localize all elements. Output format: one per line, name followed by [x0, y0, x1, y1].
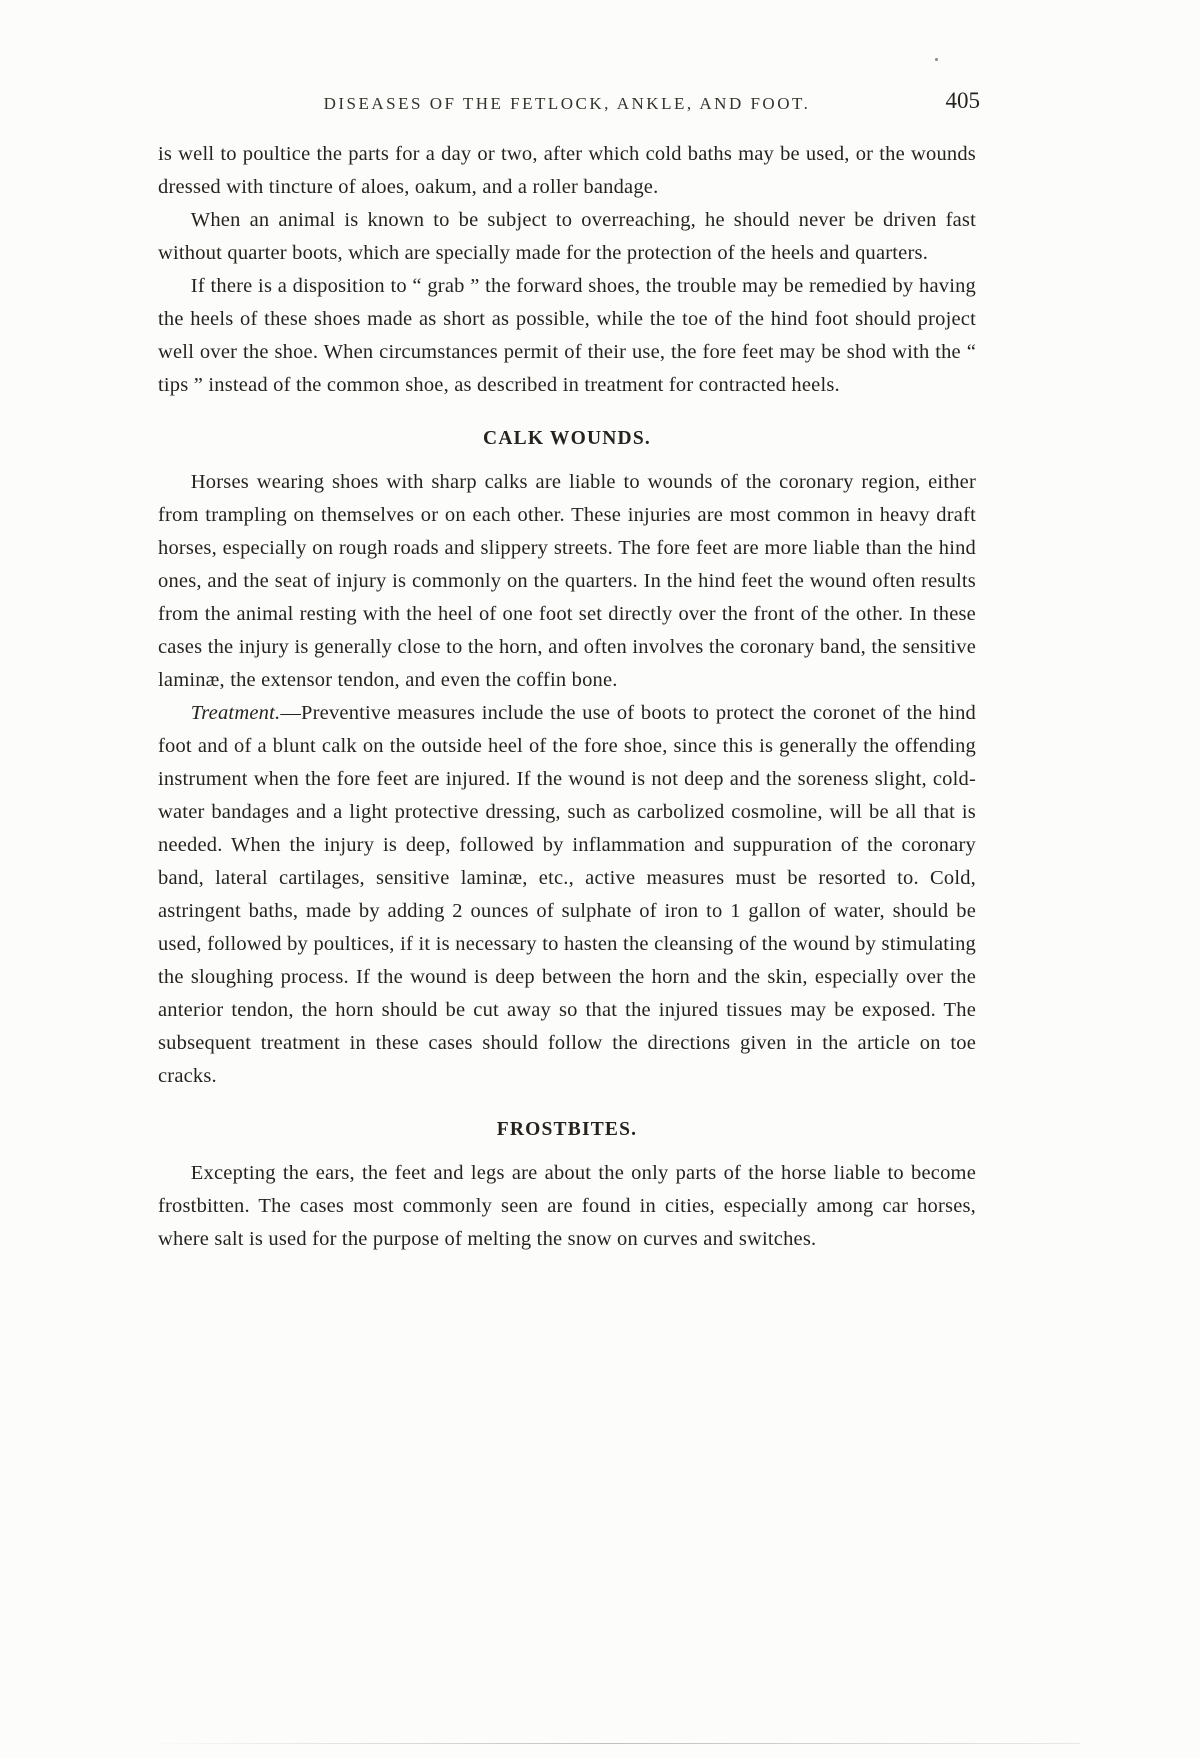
page-number: 405: [945, 88, 980, 113]
scan-dot-artifact: [935, 58, 938, 61]
page-body: [158, 138, 976, 1256]
running-title: DISEASES OF THE FETLOCK, ANKLE, AND FOOT.: [323, 94, 811, 113]
paragraph-continuation: is well to poultice the parts for a day or two, after which cold baths may be used, or the wounds dressed with tincture of aloes, oakum, and a roller bandage.: [158, 143, 976, 198]
paragraph: Excepting the ears, the feet and legs are about the only parts of the horse liable to become frostbitten. The cases most commonly seen are found in cities, especially among car horses, where salt is used for the purpose of melting the snow on curves and switches.: [158, 1162, 976, 1250]
page-header: [158, 88, 980, 122]
paragraph: Horses wearing shoes with sharp calks are liable to wounds of the coronary region, either from trampling on themselves or on each other. These injuries are most common in heavy draft horses, especially on rough roads and slippery streets. The fore feet are more liable than the hind ones, and the seat of injury is commonly on the quarters. In the hind feet the wound often results from the animal resting with the heel of one foot set directly over the front of the other. In these cases the injury is generally close to the horn, and often involves the coronary band, the sensitive laminæ, the extensor tendon, and even the coffin bone.: [158, 471, 976, 691]
paragraph: If there is a disposition to “ grab ” the forward shoes, the trouble may be remedied by having the heels of these shoes made as short as possible, while the toe of the hind foot should project well over the shoe. When circumstances permit of their use, the fore feet may be shod with the “ tips ” instead of the common shoe, as described in treatment for contracted heels.: [158, 275, 976, 396]
treatment-lead-italic: Treatment.: [190, 702, 281, 724]
paragraph: When an animal is known to be subject to overreaching, he should never be driven fast without quarter boots, which are specially made for the protection of the heels and quarters.: [158, 209, 976, 264]
scan-artifact-line: [140, 1743, 1080, 1744]
paragraph-treatment: [158, 697, 976, 1093]
treatment-body-text: —Preventive measures include the use of boots to protect the coronet of the hind foot and of a blunt calk on the outside heel of the fore shoe, since this is generally the offending instrument when the fore feet are injured. If the wound is not deep and the soreness slight, cold-water bandages and a light protective dressing, such as carbolized cosmoline, will be all that is needed. When the injury is deep, followed by inflammation and suppuration of the coronary band, lateral cartilages, sensitive laminæ, etc., active measures must be resorted to. Cold, astringent baths, made by adding 2 ounces of sulphate of iron to 1 gallon of water, should be used, followed by poultices, if it is necessary to hasten the cleansing of the wound by stimulating the sloughing process. If the wound is deep between the horn and the skin, especially over the anterior tendon, the horn should be cut away so that the injured tissues may be exposed. The subsequent treatment in these cases should follow the directions given in the article on toe cracks.: [158, 702, 976, 1087]
section-heading-calk-wounds: CALK WOUNDS.: [483, 428, 651, 449]
section-heading-frostbites: FROSTBITES.: [496, 1119, 638, 1140]
